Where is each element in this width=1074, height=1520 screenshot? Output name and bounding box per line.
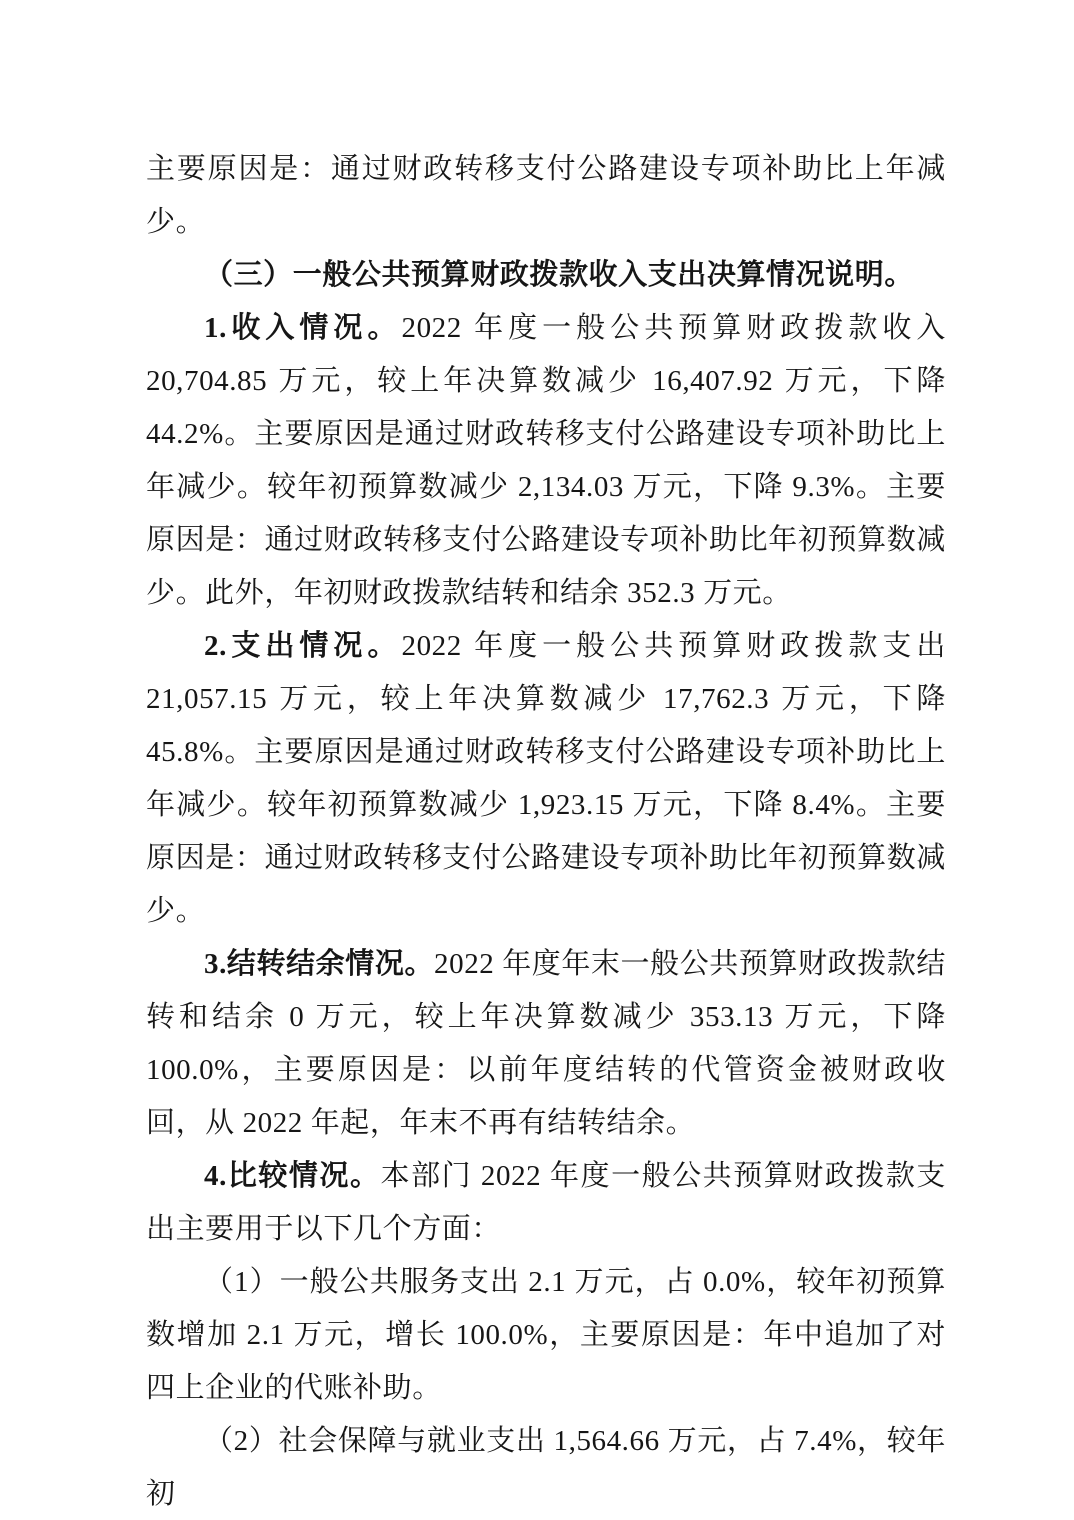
paragraph-carryover — [146, 938, 946, 1150]
paragraph-text: 本部门 2022 年度一般公共预算财政拨款支出主要用于以下几个方面： — [146, 1160, 946, 1245]
paragraph-text: （1）一般公共服务支出 2.1 万元，占 0.0%，较年初预算数增加 2.1 万元，增长 100.0%，主要原因是：年中追加了对四上企业的代账补助。 — [146, 1266, 946, 1404]
paragraph-text: 2022 年度年末一般公共预算财政拨款结转和结余 0 万元，较上年决算数减少 353.13 万元，下降 100.0%，主要原因是：以前年度结转的代管资金被财政收回，从 2022 年起，年末不再有结转结余。 — [146, 948, 946, 1139]
paragraph-continuation — [146, 143, 946, 249]
paragraph-income — [146, 302, 946, 620]
paragraph-text: （2）社会保障与就业支出 1,564.66 万元，占 7.4%，较年初 — [146, 1425, 946, 1510]
paragraph-comparison — [146, 1150, 946, 1256]
paragraph-lead: 3.结转结余情况。 — [204, 948, 435, 980]
paragraph-item-2 — [146, 1415, 946, 1520]
section-heading — [146, 249, 946, 302]
section-heading-text: （三）一般公共预算财政拨款收入支出决算情况说明。 — [204, 259, 914, 291]
paragraph-text: 2022 年度一般公共预算财政拨款收入 20,704.85 万元，较上年决算数减少 16,407.92 万元，下降 44.2%。主要原因是通过财政转移支付公路建设专项补助比上年减少。较年初预算数减少 2,134.03 万元，下降 9.3%。主要原因是：通过财政转移支付公路建设专项补助比年初预算数减少。此外，年初财政拨款结转和结余 352.3 万元。 — [146, 312, 946, 609]
paragraph-lead: 2.支出情况。 — [204, 630, 402, 662]
paragraph-item-1 — [146, 1256, 946, 1415]
paragraph-lead: 1.收入情况。 — [204, 312, 402, 344]
paragraph-lead: 4.比较情况。 — [204, 1160, 381, 1192]
paragraph-expenditure — [146, 620, 946, 938]
paragraph-text: 2022 年度一般公共预算财政拨款支出 21,057.15 万元，较上年决算数减少 17,762.3 万元，下降 45.8%。主要原因是通过财政转移支付公路建设专项补助比上年减少。较年初预算数减少 1,923.15 万元，下降 8.4%。主要原因是：通过财政转移支付公路建设专项补助比年初预算数减少。 — [146, 630, 946, 927]
paragraph-text: 主要原因是：通过财政转移支付公路建设专项补助比上年减少。 — [146, 153, 946, 238]
